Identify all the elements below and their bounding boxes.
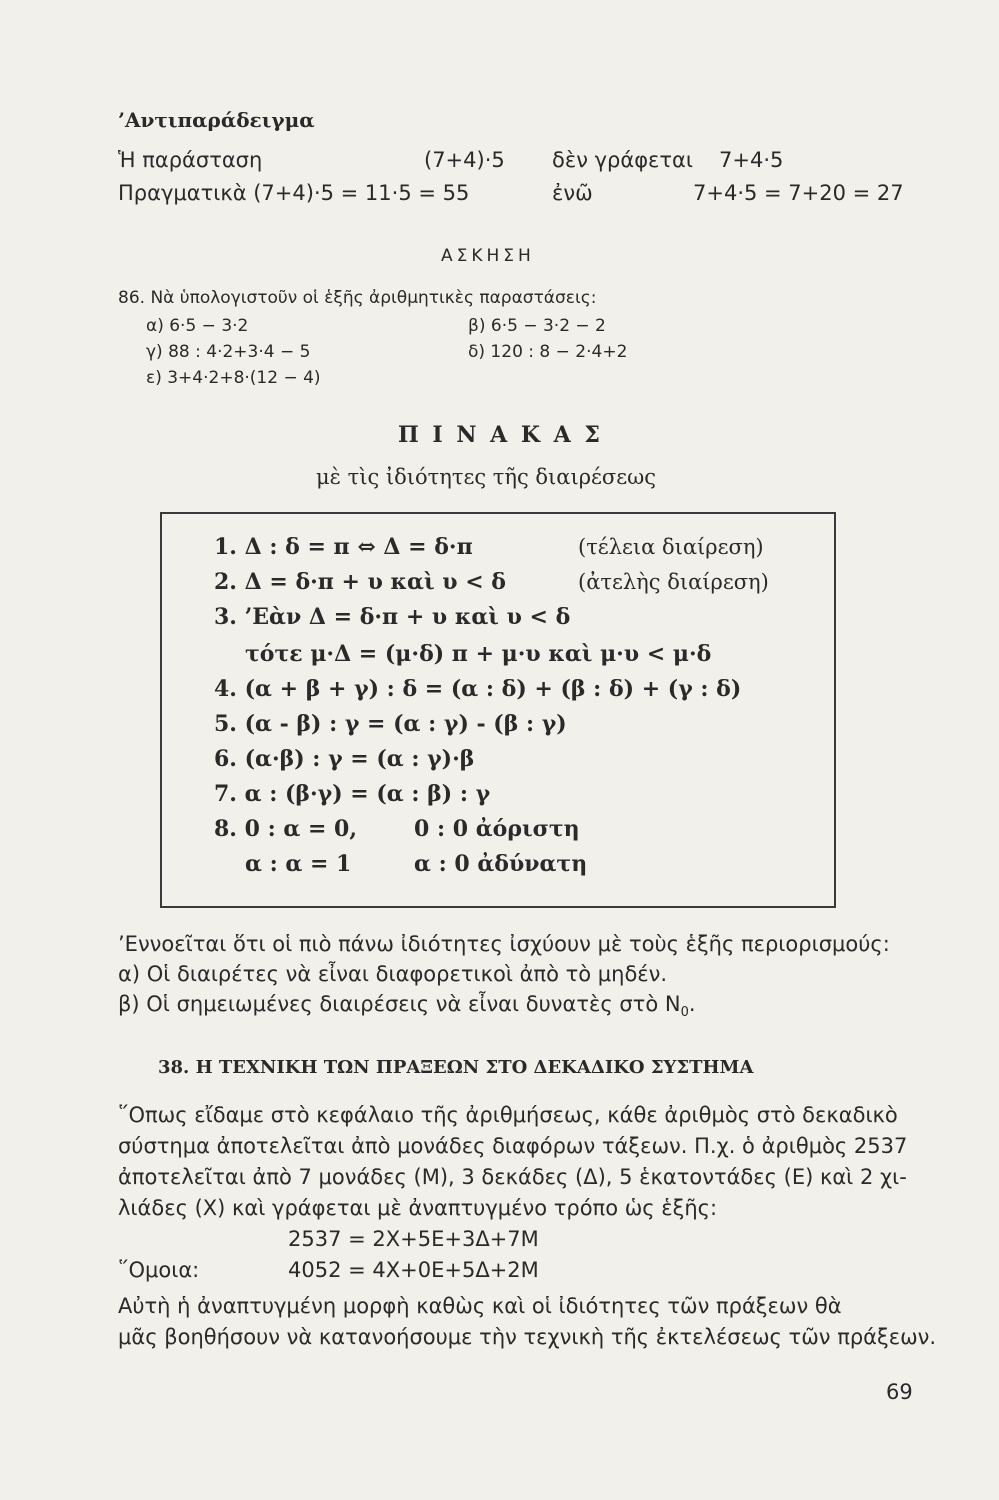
notes-line-2: α) Οἱ διαιρέτες νὰ εἶναι διαφορετικοὶ ἀπὸ τὸ μηδέν. [118, 962, 668, 986]
exercise-item-b: β) 6·5 − 3·2 − 2 [468, 316, 606, 336]
exercise-intro: 86. Νὰ ὑπολογιστοῦν οἱ ἑξῆς ἀριθμητικὲς παραστάσεις: [118, 288, 597, 308]
exercise-title: ΑΣΚΗΣΗ [441, 246, 535, 266]
section-equation-1: 2537 = 2Χ+5Ε+3Δ+7Μ [288, 1227, 539, 1251]
property-8d: α : 0 ἀδύνατη [414, 851, 588, 877]
section-equation-2: 4052 = 4Χ+0Ε+5Δ+2Μ [288, 1258, 539, 1282]
counterexample-line2-b: ἐνῶ [552, 181, 593, 205]
exercise-item-c: γ) 88 : 4·2+3·4 − 5 [146, 342, 311, 362]
property-6: 6. (α·β) : γ = (α : γ)·β [214, 746, 475, 772]
counterexample-line2-a: Πραγματικὰ (7+4)·5 = 11·5 = 55 [118, 181, 470, 205]
section-line-6: μᾶς βοηθήσουν νὰ κατανοήσουμε τὴν τεχνικὴ τῆς ἐκτελέσεως τῶν πράξεων. [118, 1325, 937, 1349]
table-subtitle: μὲ τὶς ἰδιότητες τῆς διαιρέσεως [316, 465, 657, 489]
section-line-1: ῞Οπως εἴδαμε στὸ κεφάλαιο τῆς ἀριθμήσεως, κάθε ἀριθμὸς στὸ δεκαδικὸ [118, 1103, 898, 1127]
section-heading: 38. Η ΤΕΧΝΙΚΗ ΤΩΝ ΠΡΑΞΕΩΝ ΣΤΟ ΔΕΚΑΔΙΚΟ ΣΥΣΤΗΜΑ [158, 1057, 754, 1078]
notes-subscript: 0 [680, 1005, 689, 1021]
exercise-item-e: ε) 3+4·2+8·(12 − 4) [146, 368, 321, 388]
property-8b: 0 : 0 ἀόριστη [414, 816, 580, 842]
property-5: 5. (α - β) : γ = (α : γ) - (β : γ) [214, 711, 567, 737]
counterexample-heading: ’Αντιπαράδειγμα [118, 108, 315, 132]
notes-line-3: β) Οἱ σημειωμένες διαιρέσεις νὰ εἶναι δυνατὲς στὸ $N_0$. [118, 992, 696, 1021]
section-line-3: ἀποτελεῖται ἀπὸ 7 μονάδες (Μ), 3 δεκάδες (Δ), 5 ἑκατοντάδες (Ε) καὶ 2 χι- [118, 1165, 907, 1189]
section-line-5: Αὐτὴ ἡ ἀναπτυγμένη μορφὴ καθὼς καὶ οἱ ἰδιότητες τῶν πράξεων θὰ [118, 1294, 842, 1318]
page-number: 69 [886, 1380, 913, 1404]
property-2: 2. Δ = δ·π + υ καὶ υ < δ [214, 569, 506, 595]
section-line-2: σύστημα ἀποτελεῖται ἀπὸ μονάδες διαφόρων τάξεων. Π.χ. ὁ ἀριθμὸς 2537 [118, 1134, 908, 1158]
exercise-item-a: α) 6·5 − 3·2 [146, 316, 249, 336]
property-4: 4. (α + β + γ) : δ = (α : δ) + (β : δ) + (γ : δ) [214, 676, 742, 702]
notes-line-1: ’Εννοεῖται ὅτι οἱ πιὸ πάνω ἰδιότητες ἰσχύουν μὲ τοὺς ἑξῆς περιορισμούς: [118, 932, 890, 956]
property-1-note: (τέλεια διαίρεση) [578, 535, 764, 559]
counterexample-line2-c: 7+4·5 = 7+20 = 27 [693, 181, 904, 205]
exercise-item-d: δ) 120 : 8 − 2·4+2 [468, 342, 628, 362]
property-3: 3. ’Εὰν Δ = δ·π + υ καὶ υ < δ [214, 604, 571, 630]
property-8a: 8. 0 : α = 0, [214, 816, 358, 842]
table-title: Π Ι Ν Α Κ Α Σ [398, 422, 603, 448]
property-1: 1. Δ : δ = π ⇔ Δ = δ·π [214, 534, 473, 560]
counterexample-line1-c: δὲν γράφεται [552, 148, 694, 172]
property-7: 7. α : (β·γ) = (α : β) : γ [214, 781, 491, 807]
counterexample-line1-d: 7+4·5 [719, 148, 784, 172]
section-line-4: λιάδες (Χ) καὶ γράφεται μὲ ἀναπτυγμένο τρόπο ὡς ἑξῆς: [118, 1196, 718, 1220]
counterexample-line1-a: Ἡ παράσταση [118, 148, 263, 172]
property-8c: α : α = 1 [245, 851, 352, 877]
property-3-then: τότε μ·Δ = (μ·δ) π + μ·υ καὶ μ·υ < μ·δ [245, 641, 712, 667]
section-similarly: ῞Ομοια: [118, 1258, 200, 1282]
property-2-note: (ἀτελὴς διαίρεση) [578, 570, 769, 594]
counterexample-line1-b: (7+4)·5 [424, 148, 505, 172]
